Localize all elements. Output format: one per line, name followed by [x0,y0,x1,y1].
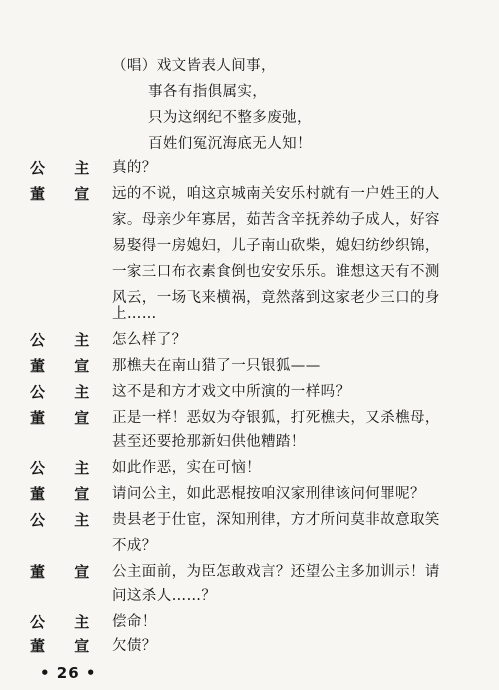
dialogue-line: 家。母亲少年寡居，茹苦含辛抚养幼子成人，好容 [112,212,440,228]
dialogue-line: 请问公主，如此恶棍按咱汉家刑律该问何罪呢？ [112,486,425,502]
speaker-label: 董 宣 [30,185,102,203]
speaker-label: 公 主 [30,613,102,631]
speaker-label: 公 主 [30,383,102,401]
speaker-label: 公 主 [30,331,102,349]
dialogue-line: 上…… [112,306,157,322]
speaker-label: 董 宣 [30,357,102,375]
dialogue-line: 怎么样了？ [112,332,187,348]
dialogue-line: 正是一样！恶奴为夺银狐，打死樵夫，又杀樵母， [112,410,440,426]
verse-line: 百姓们冤沉海底无人知！ [148,136,312,152]
speaker-label: 董 宣 [30,637,102,655]
dialogue-line: 问这杀人……？ [112,588,217,604]
verse-line: 事各有指俱属实， [148,84,268,100]
dialogue-line: 不成？ [112,538,157,554]
dialogue-line: 如此作恶，实在可恼！ [112,460,261,476]
speaker-label: 公 主 [30,459,102,477]
dialogue-line: 这不是和方才戏文中所演的一样吗？ [112,384,351,400]
dialogue-line: 欠债？ [112,638,157,654]
speaker-label: 董 宣 [30,409,102,427]
dialogue-line: 公主面前，为臣怎敢戏言？还望公主多加训示！请 [112,564,440,580]
verse-line: 只为这纲纪不整多废弛， [148,110,312,126]
dialogue-line: 贵县老于仕宦，深知刑律，方才所问莫非故意取笑 [112,512,440,528]
page-number: • 26 • [40,664,97,682]
dialogue-line: 偿命！ [112,614,157,630]
verse-line: （唱）戏文皆表人间事， [112,58,276,74]
dialogue-line: 一家三口布衣素食倒也安安乐乐。谁想这天有不测 [112,264,440,280]
dialogue-line: 那樵夫在南山猎了一只银狐—— [112,358,321,374]
speaker-label: 董 宣 [30,485,102,503]
speaker-label: 公 主 [30,511,102,529]
dialogue-line: 真的？ [112,160,157,176]
speaker-label: 公 主 [30,159,102,177]
speaker-label: 董 宣 [30,563,102,581]
dialogue-line: 远的不说，咱这京城南关安乐村就有一户姓王的人 [112,186,440,202]
dialogue-line: 甚至还要抢那新妇供他糟踏！ [112,434,306,450]
dialogue-line: 易娶得一房媳妇，儿子南山砍柴，媳妇纺纱织锦， [112,238,440,254]
dialogue-line: 风云，一场飞来横祸，竟然落到这家老少三口的身 [112,290,440,306]
